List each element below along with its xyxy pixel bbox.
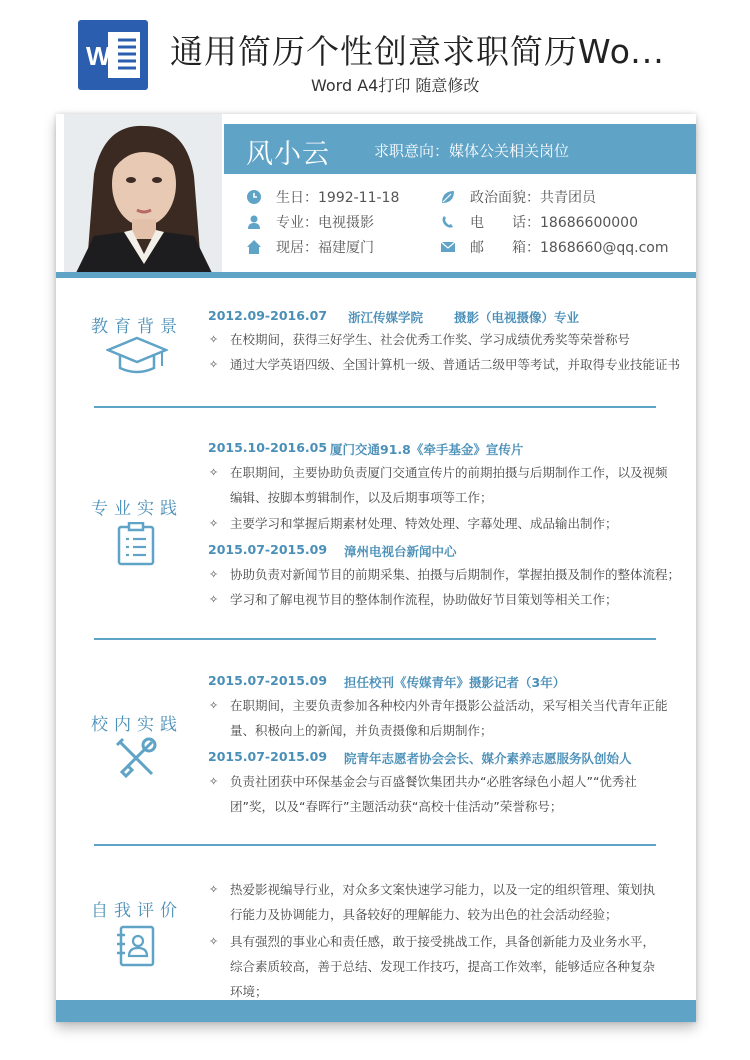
campus-bullet: ✧ 负责社团获中环保基金会与百盛餐饮集团共办“必胜客绿色小超人”“优秀社团”奖，以及“春晖行”主题活动获“高校十佳活动”荣誉称号； <box>209 774 637 814</box>
education-school: 浙江传媒学院 <box>348 310 424 325</box>
section-divider <box>94 844 656 846</box>
campus-period: 2015.07-2015.09 <box>208 749 328 764</box>
education-period: 2012.09-2016.07 <box>208 308 328 323</box>
document-subtitle: Word A4打印 随意修改 <box>311 76 480 95</box>
phone-icon <box>440 214 456 230</box>
practice-period: 2015.10-2016.05 <box>208 440 328 455</box>
section-divider <box>94 406 656 408</box>
section-title-education: 教育背景 <box>91 317 183 337</box>
section-title-self: 自我评价 <box>91 901 183 921</box>
practice-bullet: ✧ 学习和了解电视节目的整体制作流程，协助做好节目策划等相关工作； <box>209 592 618 607</box>
footer-strip <box>56 1000 696 1022</box>
user-icon <box>246 214 262 230</box>
self-bullet: ✧ 热爱影视编导行业，对众多文案快速学习能力，以及一定的组织管理、策划执行能力及协调能力，具备较好的理解能力、较为出色的社会活动经验； <box>209 882 656 922</box>
practice-bullet: ✧ 主要学习和掌握后期素材处理、特效处理、字幕处理、成品输出制作； <box>209 516 618 531</box>
document-title: 通用简历个性创意求职简历Wo... <box>170 32 665 71</box>
mail-icon <box>440 239 456 255</box>
info-phone: 电 话：18686600000 <box>440 212 638 232</box>
clipboard-icon <box>116 522 156 566</box>
download-header <box>0 0 750 108</box>
practice-bullet: ✧ 在职期间，主要协助负责厦门交通宣传片的前期拍摄与后期制作工作，以及视频编辑、按脚本剪辑制作，以及后期事项等工作； <box>209 465 668 505</box>
campus-org: 担任校刊《传媒青年》摄影记者（3年） <box>344 675 566 690</box>
info-political: 政治面貌：共青团员 <box>440 187 596 207</box>
campus-period: 2015.07-2015.09 <box>208 673 328 688</box>
practice-org: 厦门交通91.8《牵手基金》宣传片 <box>330 442 524 457</box>
practice-org: 漳州电视台新闻中心 <box>344 544 457 559</box>
info-birthday: 生日：1992-11-18 <box>246 187 399 207</box>
education-bullet: ✧ 通过大学英语四级、全国计算机一级、普通话二级甲等考试，并取得专业技能证书 <box>209 357 681 372</box>
leaf-icon <box>440 189 456 205</box>
home-icon <box>246 239 262 255</box>
education-major: 摄影（电视摄像）专业 <box>454 310 580 325</box>
word-document-icon <box>78 20 148 90</box>
job-intent: 求职意向：媒体公关相关岗位 <box>374 142 570 160</box>
contact-book-icon <box>116 924 156 968</box>
self-bullet: ✧ 具有强烈的事业心和责任感，敢于接受挑战工作，具备创新能力及业务水平，综合素质较高，善于总结、发现工作技巧，提高工作效率，能够适应各种复杂环境； <box>209 934 656 999</box>
graduation-cap-icon <box>106 336 168 376</box>
info-residence: 现居：福建厦门 <box>246 237 374 257</box>
candidate-name: 风小云 <box>246 139 330 170</box>
section-divider <box>94 638 656 640</box>
campus-bullet: ✧ 在职期间，主要负责参加各种校内外青年摄影公益活动，采写相关当代青年正能量、积极向上的新闻，并负责摄像和后期制作； <box>209 698 668 738</box>
resume-sheet <box>56 114 696 1022</box>
profile-photo <box>64 114 222 277</box>
info-email: 邮 箱：1868660@qq.com <box>440 237 668 257</box>
education-bullet: ✧ 在校期间，获得三好学生、社会优秀工作奖、学习成绩优秀奖等荣誉称号 <box>209 332 631 347</box>
section-title-campus: 校内实践 <box>91 715 183 735</box>
svg-text:W: W <box>86 41 111 71</box>
campus-org: 院青年志愿者协会会长、媒介素养志愿服务队创始人 <box>344 751 632 766</box>
practice-bullet: ✧ 协助负责对新闻节目的前期采集、拍摄与后期制作，掌握拍摄及制作的整体流程； <box>209 567 681 582</box>
header-strip <box>56 272 696 278</box>
section-title-practice: 专业实践 <box>91 499 183 519</box>
info-major: 专业：电视摄影 <box>246 212 374 232</box>
name-banner <box>224 124 696 174</box>
practice-period: 2015.07-2015.09 <box>208 542 328 557</box>
clock-icon <box>246 189 262 205</box>
tools-icon <box>114 736 158 780</box>
